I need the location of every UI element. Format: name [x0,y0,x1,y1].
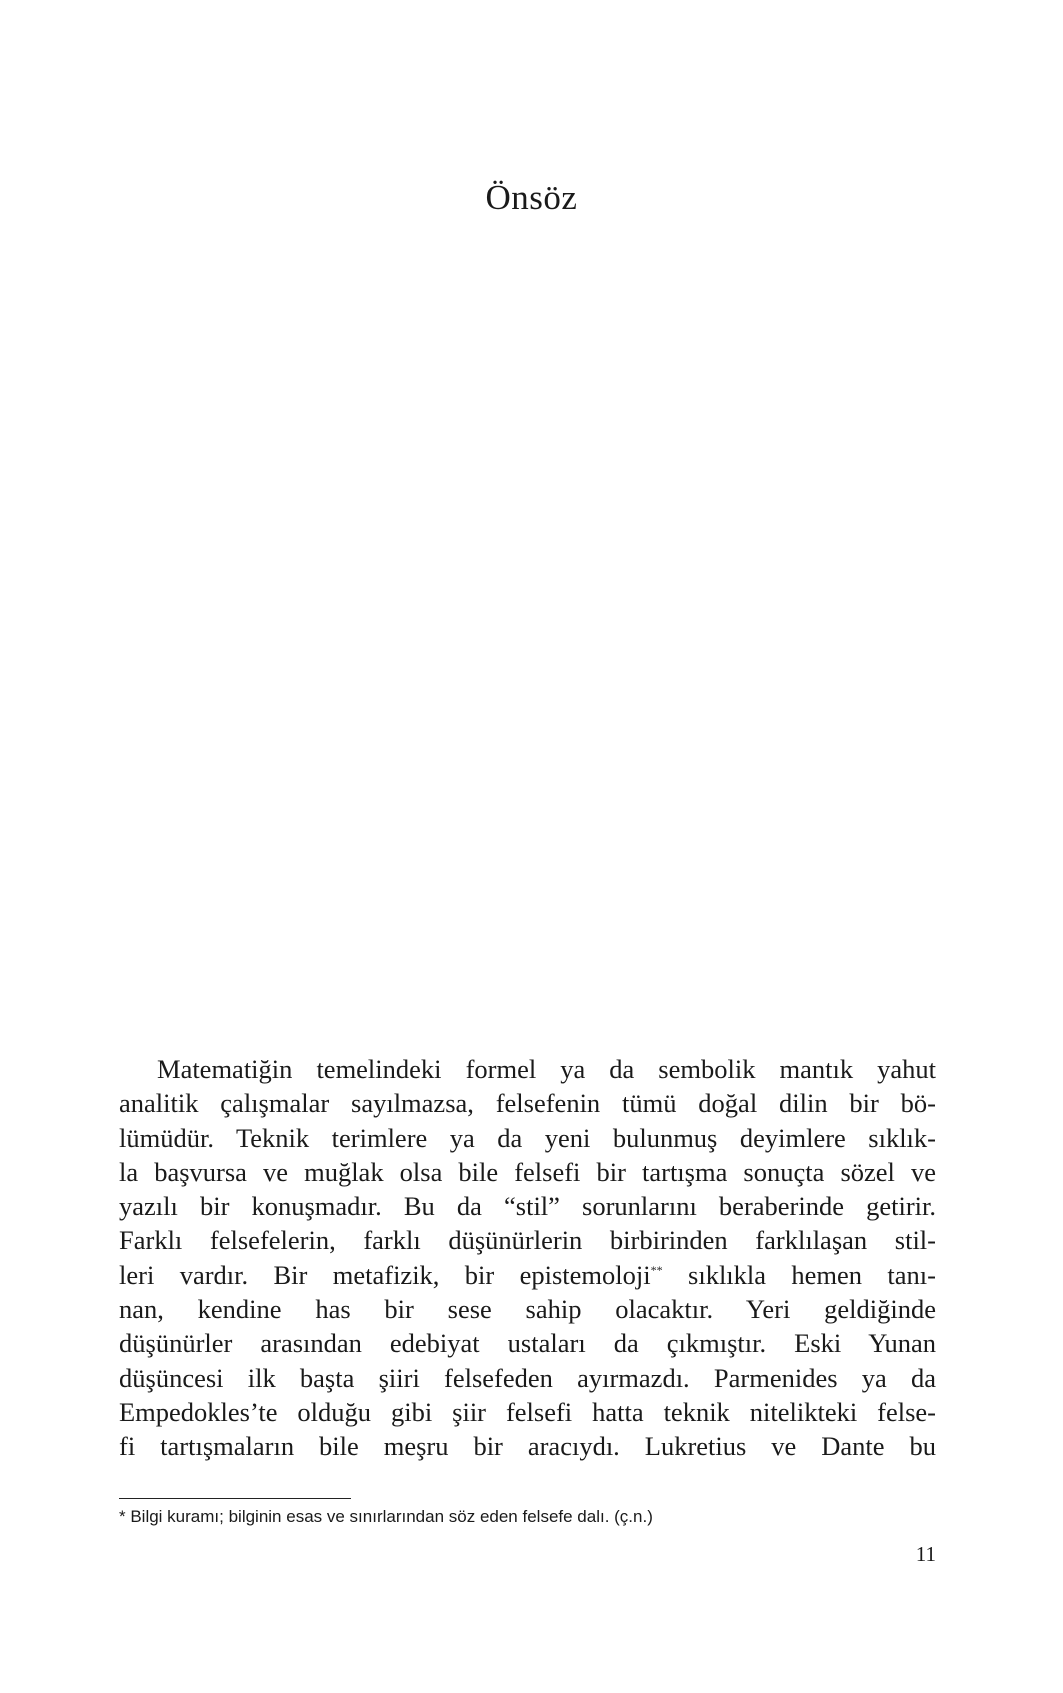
paragraph-line: lümüdür. Teknik terimlere ya da yeni bulunmuş deyimlere sıklık- [119,1122,936,1153]
chapter-title: Önsöz [485,178,578,217]
paragraph-line: nan, kendine has bir sese sahip olacaktır. Yeri geldiğinde [119,1294,936,1325]
paragraph-line-text: leri vardır. Bir metafizik, bir epistemoloji [119,1259,651,1290]
paragraph-line-with-footnote [119,1258,936,1292]
paragraph-line-text: sıklıkla hemen tanı- [662,1259,936,1290]
footnote: * Bilgi kuramı; bilginin esas ve sınırlarından söz eden felsefe dalı. (ç.n.) [119,1507,653,1526]
paragraph-line: analitik çalışmalar sayılmazsa, felsefenin tümü doğal dilin bir bö- [119,1088,936,1119]
paragraph-line: düşünürler arasından edebiyat ustaları da çıkmıştır. Eski Yunan [119,1328,936,1359]
paragraph-line: la başvursa ve muğlak olsa bile felsefi bir tartışma sonuçta sözel ve [119,1156,936,1187]
paragraph-line: yazılı bir konuşmadır. Bu da “stil” sorunlarını beraberinde getirir. [119,1191,936,1222]
page-number: 11 [915,1542,936,1566]
body-paragraph [119,1052,936,1464]
paragraph-line: Empedokles’te olduğu gibi şiir felsefi hatta teknik nitelikteki felse- [119,1396,936,1427]
paragraph-line: düşüncesi ilk başta şiiri felsefeden ayırmazdı. Parmenides ya da [119,1362,936,1393]
footnote-divider [119,1498,351,1499]
paragraph-line: fi tartışmaların bile meşru bir aracıydı. Lukretius ve Dante bu [119,1431,936,1462]
footnote-marker: ** [650,1262,663,1277]
paragraph-line: Matematiğin temelindeki formel ya da sembolik mantık yahut [157,1054,936,1084]
paragraph-line: Farklı felsefelerin, farklı düşünürlerin birbirinden farklılaşan stil- [119,1225,936,1256]
